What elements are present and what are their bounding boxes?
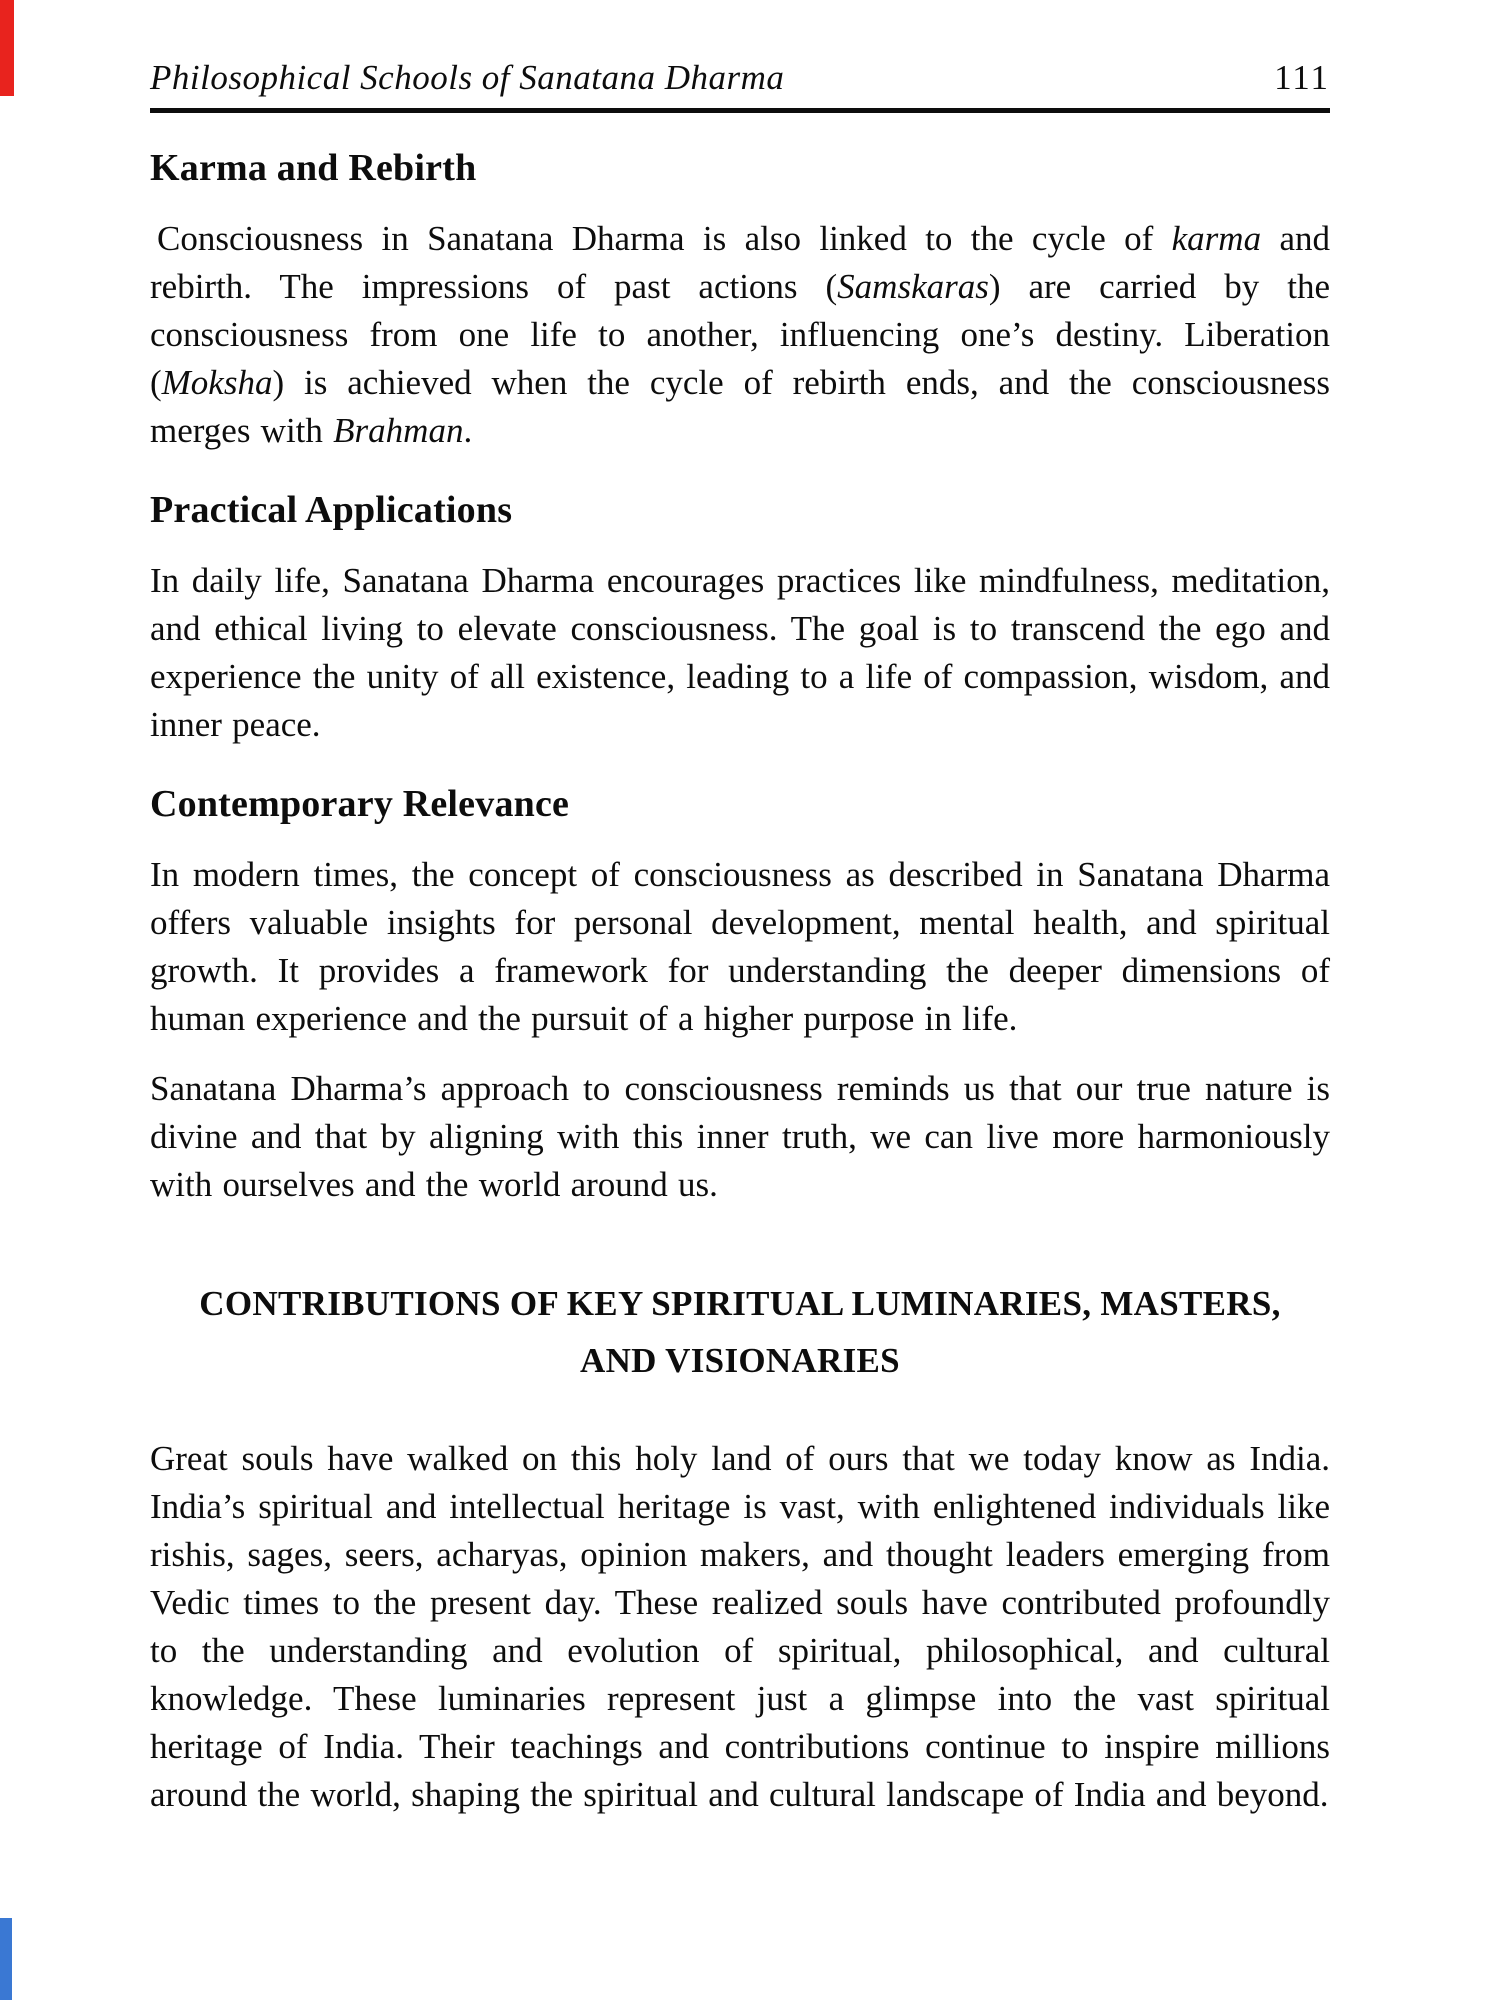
paragraph-great-souls: Great souls have walked on this holy land of ours that we today know as India. India’s spiritual and intellectual heritage is vast, with enlightened individuals like rishis, sages, seers, acharyas, opinion makers, and thought leaders emerging from Vedic times to the present day. These realized souls have contributed profoundly to the understanding and evolution of spiritual, philosophical, and cultural knowledge. These luminaries represent just a glimpse into the vast spiritual heritage of India. Their teachings and contributions continue to inspire millions around the world, shaping the spiritual and cultural landscape of India and beyond. bbox=[150, 1439, 1330, 1814]
page-number: 111 bbox=[1274, 58, 1330, 97]
paragraph-contemporary-relevance-1: In modern times, the concept of consciousness as described in Sanatana Dharma offers valuable insights for personal development, mental health, and spiritual growth. It provides a framework for understanding the deeper dimensions of human experience and the pursuit of a higher purpose in life. bbox=[150, 855, 1330, 1038]
paragraph-contemporary-relevance-2: Sanatana Dharma’s approach to consciousness reminds us that our true nature is divine and that by aligning with this inner truth, we can live more harmoniously with ourselves and the world around us. bbox=[150, 1069, 1330, 1204]
paragraph-practical-applications: In daily life, Sanatana Dharma encourages practices like mindfulness, meditation, and ethical living to elevate consciousness. The goal is to transcend the ego and experience the unity of all existence, leading to a life of compassion, wisdom, and inner peace. bbox=[150, 561, 1330, 744]
chapter-heading-contributions: CONTRIBUTIONS OF KEY SPIRITUAL LUMINARIES, MASTERS, AND VISIONARIES bbox=[199, 1284, 1281, 1380]
running-header bbox=[150, 58, 1330, 98]
section-heading-contemporary-relevance: Contemporary Relevance bbox=[150, 783, 570, 825]
section-heading-practical-applications: Practical Applications bbox=[150, 489, 513, 531]
header-rule bbox=[150, 108, 1330, 113]
section-heading-karma-and-rebirth: Karma and Rebirth bbox=[150, 147, 477, 189]
scan-artifact-red-edge bbox=[0, 0, 14, 96]
running-header-title: Philosophical Schools of Sanatana Dharma bbox=[150, 58, 785, 97]
scan-artifact-blue-edge bbox=[0, 1918, 12, 2000]
paragraph-karma-rebirth: Consciousness in Sanatana Dharma is also linked to the cycle of karma and rebirth. The impressions of past actions (Samskaras) are carried by the consciousness from one life to another, influencing one’s destiny. Liberation (Moksha) is achieved when the cycle of rebirth ends, and the consciousness merges with Brahman. bbox=[150, 219, 1330, 450]
